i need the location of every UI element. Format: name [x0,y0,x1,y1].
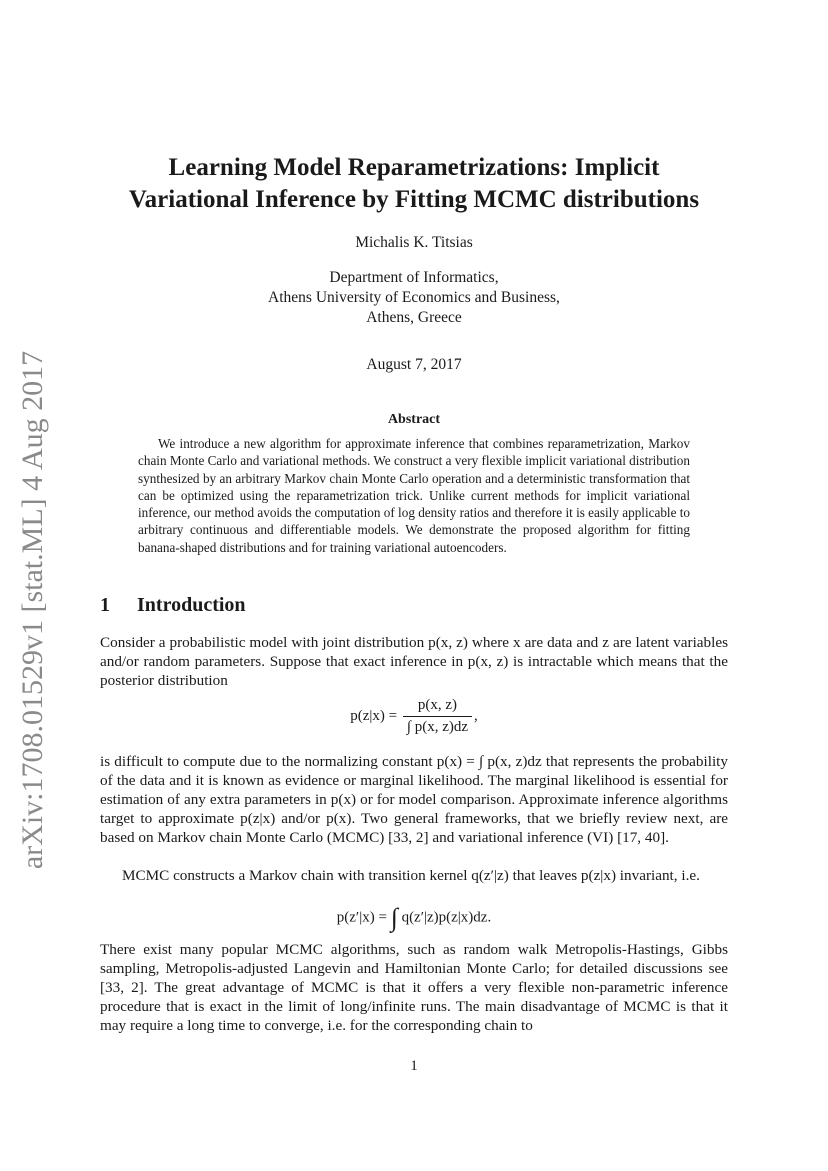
eq1-fraction [403,697,472,736]
eq1-numerator: p(x, z) [403,697,472,717]
author-name: Michalis K. Titsias [355,234,473,251]
eq1-lhs: p(z|x) = [350,707,398,724]
abstract-heading: Abstract [387,412,441,427]
paper-date: August 7, 2017 [366,356,462,373]
page-number: 1 [410,1058,418,1074]
section-heading [100,594,246,617]
paragraph-4: There exist many popular MCMC algorithms, such as random walk Metropolis-Hastings, Gibbs sampling, Metropolis-adjusted Langevin and Hamiltonian Monte Carlo; for detailed discussions see [33, 2]. The great advantage of MCMC is that it offers a very flexible non-parametric inference procedure that is exact in the limit of long/infinite runs. The main disadvantage of MCMC is that it may require a long time to converge, i.e. for the corresponding chain to [100,941,728,1034]
affiliation-line-1: Department of Informatics, [329,269,499,286]
affiliation-line-3: Athens, Greece [366,309,462,326]
affiliation [100,268,728,328]
eq1-tail: , [474,707,478,724]
abstract-text: We introduce a new algorithm for approximate inference that combines reparametrization, Markov chain Monte Carlo and variational methods. We construct a very flexible implicit variational distribution synthesized by an arbitrary Markov chain Monte Carlo operation and a deterministic transformation that can be optimized using the reparametrization trick. Unlike current methods for implicit variational inference, our method avoids the computation of log density ratios and therefore it is easily applicable to arbitrary continuous and differentiable models. We demonstrate the proposed algorithm for fitting banana-shaped distributions and for training variational autoencoders. [138,436,690,555]
equation-invariance [100,903,728,933]
eq2-lhs: p(z′|x) = [336,909,387,926]
eq2-rhs: q(z′|z)p(z|x)dz. [401,909,492,926]
paragraph-1: Consider a probabilistic model with joint distribution p(x, z) where x are data and z are latent variables and/or random parameters. Suppose that exact inference in p(x, z) is intractable which means that the posterior distribution [100,634,728,689]
section-number: 1 [100,594,110,616]
paragraph-3: MCMC constructs a Markov chain with transition kernel q(z′|z) that leaves p(z|x) invariant, i.e. [122,867,700,884]
title-line-1: Learning Model Reparametrizations: Implicit [168,154,660,181]
arxiv-identifier: arXiv:1708.01529v1 [stat.ML] 4 Aug 2017 [16,350,49,870]
equation-posterior [100,697,728,736]
paper-title [60,152,768,216]
arxiv-sidebar [8,350,58,870]
eq1-denominator: ∫ p(x, z)dz [406,719,469,735]
affiliation-line-2: Athens University of Economics and Business, [268,289,560,306]
section-title: Introduction [137,594,246,616]
eq2-integral: ∫ [390,903,398,932]
title-line-2: Variational Inference by Fitting MCMC distributions [128,186,700,213]
paragraph-2: is difficult to compute due to the normalizing constant p(x) = ∫ p(x, z)dz that represents the probability of the data and it is known as evidence or marginal likelihood. The marginal likelihood is essential for estimation of any extra parameters in p(x) or for model comparison. Approximate inference algorithms target to approximate p(z|x) and/or p(x). Two general frameworks, that we briefly review next, are based on Markov chain Monte Carlo (MCMC) [33, 2] and variational inference (VI) [17, 40]. [100,753,728,846]
